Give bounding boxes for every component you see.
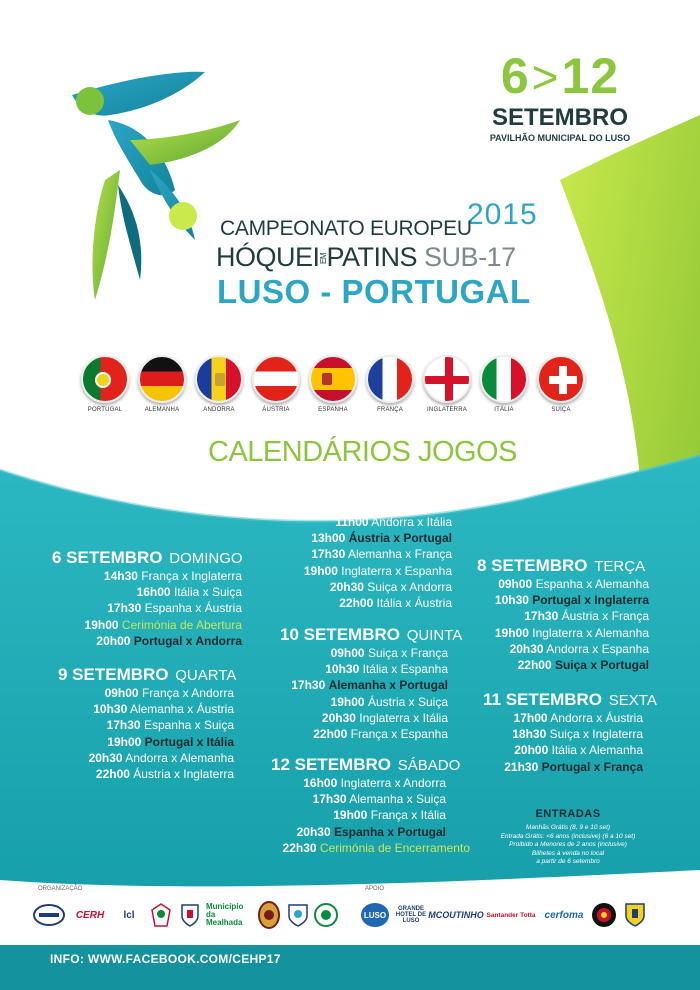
- game-row: 22h00 Áustria x Inglaterra: [95, 767, 234, 782]
- portugal-flag-icon: [81, 355, 129, 403]
- mcoutinho-logo: MCOUTINHO: [428, 910, 484, 920]
- game-row: 19h00 Portugal x Itália: [107, 734, 234, 749]
- flag-spain: [303, 355, 363, 413]
- game-row: 22h30 Cerimónia de Encerramento: [282, 840, 470, 855]
- title-line-1: CAMPEONATO EUROPEU: [220, 217, 472, 240]
- date-range: [470, 50, 650, 103]
- game-row: 09h00 Suiça x França: [330, 646, 448, 660]
- sponsors-band: [20, 886, 680, 941]
- day-10-setembro: [280, 625, 463, 742]
- flag-label-andorra: ANDORRA: [203, 407, 235, 413]
- day-heading: 7 SETEMBRO SEGUNDA: [270, 494, 462, 513]
- game-row: 19h00 Inglaterra x Alemanha: [494, 625, 649, 640]
- calendar-title: CALENDÁRIOS JOGOS: [208, 436, 517, 468]
- title-year: 2015: [467, 198, 538, 231]
- title-category: SUB-17: [424, 242, 516, 272]
- game-row: 20h30 Suiça x Andorra: [329, 579, 452, 594]
- france-flag-icon: [366, 355, 414, 403]
- game-row: 22h00 Suiça x Portugal: [517, 658, 649, 673]
- flag-italy: [474, 355, 534, 413]
- day-heading: 6 SETEMBRO DOMINGO: [52, 548, 243, 567]
- title-location: LUSO - PORTUGAL: [217, 273, 531, 310]
- day-9-setembro: [58, 665, 237, 782]
- title-sport-b: PATINS: [326, 242, 418, 272]
- andorra-flag-icon: [195, 355, 243, 403]
- game-row: 19h00 Cerimónia de Abertura: [84, 617, 242, 632]
- santander-totta-logo: Santander Totta: [486, 911, 536, 919]
- cerfoma-logo: cerfoma: [544, 909, 584, 921]
- game-row: 17h30 Espanha x Áustria: [107, 601, 242, 616]
- flag-label-austria: ÁUSTRIA: [262, 407, 290, 413]
- flag-switzerland: [531, 355, 591, 413]
- game-row: 22h00 Itália x Áustria: [339, 596, 452, 611]
- organizacao-label: ORGANIZAÇÃO: [38, 886, 83, 892]
- entry-line: a partir de 6 setembro: [536, 858, 600, 865]
- game-row: 20h00 Portugal x Andorra: [96, 633, 242, 648]
- flag-austria: [246, 355, 306, 413]
- svg-text:LUSO: LUSO: [363, 911, 387, 920]
- flag-label-italy: ITÁLIA: [494, 407, 514, 413]
- fire-brigade-logo: [590, 900, 618, 930]
- luso-logo: [360, 900, 390, 930]
- italy-flag-icon: [480, 355, 528, 403]
- info-label: INFO:: [50, 952, 85, 966]
- game-row: 21h30 Portugal x França: [504, 759, 643, 774]
- entry-line: Proibido a Menores de 2 anos (inclusive): [509, 841, 627, 848]
- grande-hotel-luso-logo: GRANDE HOTEL DE LUSO: [395, 906, 427, 924]
- flag-label-england: INGLATERRA: [427, 407, 467, 413]
- flag-label-germany: ALEMANHA: [144, 407, 180, 413]
- parish-crest-logo: [622, 900, 648, 930]
- venue: PAVILHÃO MUNICIPAL DO LUSO: [489, 133, 631, 143]
- municipio-mealhada-logo: Município da Mealhada: [206, 902, 244, 927]
- game-row: 19h00 Áustria x Suiça: [330, 694, 448, 709]
- fpp-logo: [32, 900, 66, 930]
- game-row: 17h30 Espanha x Suiça: [106, 718, 234, 733]
- seal-logo-1: [256, 900, 282, 930]
- game-row: 19h00 França x Itália: [333, 808, 446, 823]
- flag-germany: [132, 355, 192, 413]
- day-heading: 10 SETEMBRO QUINTA: [280, 625, 463, 644]
- date-start: 6: [500, 48, 530, 104]
- game-row: 11h00 Andorra x Itália: [335, 515, 452, 529]
- switzerland-flag-icon: [537, 355, 585, 403]
- event-date-block: [470, 50, 650, 143]
- date-end: 12: [561, 48, 620, 104]
- game-row: 14h30 França x Inglaterra: [103, 569, 242, 583]
- day-heading: 8 SETEMBRO TERÇA: [477, 556, 646, 575]
- game-row: 18h30 Suiça x Inglaterra: [512, 727, 643, 742]
- entry-line: Bilhetes à venda no local: [531, 849, 605, 857]
- facebook-url[interactable]: WWW.FACEBOOK.COM/CEHP17: [87, 952, 281, 966]
- day-7-setembro: [270, 494, 462, 611]
- game-row: 09h00 França x Andorra: [104, 686, 234, 700]
- cerh-logo: CERH: [75, 909, 105, 921]
- title-em: EM: [318, 253, 328, 265]
- game-row: 19h00 Inglaterra x Espanha: [303, 563, 452, 578]
- game-row: 10h30 Itália x Espanha: [325, 662, 448, 677]
- flag-france: [360, 355, 420, 413]
- game-row: 13h00 Áustria x Portugal: [311, 531, 452, 546]
- game-row: 20h30 Espanha x Portugal: [296, 824, 446, 839]
- entry-line: Manhãs Grátis (8, 9 e 10 set): [525, 824, 611, 831]
- game-row: 17h30 Alemanha x Portugal: [291, 678, 448, 693]
- game-row: 20h30 Andorra x Alemanha: [88, 750, 234, 765]
- title-sport: HÓQUEI: [216, 242, 320, 272]
- player-figure-logo: [72, 72, 240, 300]
- game-row: 17h30 Alemanha x França: [311, 547, 452, 562]
- title-line-2: [216, 242, 516, 273]
- day-12-setembro: [255, 755, 470, 856]
- entry-line: Entrada Grátis: <6 anos (inclusive) (6 a 10 set): [500, 832, 636, 840]
- austria-flag-icon: [252, 355, 300, 403]
- game-row: 17h00 Andorra x Áustria: [513, 711, 643, 725]
- game-row: 17h30 Alemanha x Suiça: [312, 792, 446, 807]
- game-row: 09h00 Espanha x Alemanha: [498, 577, 649, 591]
- day-heading: 11 SETEMBRO SEXTA: [483, 690, 657, 709]
- country-flags: [75, 355, 605, 420]
- day-6-setembro: [52, 548, 242, 649]
- day-heading: 9 SETEMBRO QUARTA: [58, 665, 237, 684]
- flag-portugal: [75, 355, 135, 413]
- game-row: 17h30 Áustria x França: [524, 609, 649, 624]
- seal-logo-2: [286, 900, 310, 930]
- spain-flag-icon: [309, 355, 357, 403]
- info-footer: [50, 952, 281, 966]
- game-row: 16h00 Itália x Suiça: [136, 585, 242, 600]
- day-8-setembro: [477, 556, 649, 673]
- game-row: 22h00 França x Espanha: [313, 727, 448, 742]
- flag-england: [417, 355, 477, 413]
- game-row: 10h30 Portugal x Inglaterra: [494, 593, 649, 608]
- patinagem-logo: [148, 900, 174, 930]
- apoio-label: APOIO: [365, 886, 385, 892]
- entry-title: ENTRADAS: [535, 808, 601, 820]
- day-heading: 12 SETEMBRO SÁBADO: [271, 755, 461, 774]
- flag-andorra: [189, 355, 249, 413]
- lcl-logo: lcl: [123, 909, 135, 921]
- flag-label-portugal: PORTUGAL: [87, 407, 123, 413]
- flag-label-switzerland: SUIÇA: [551, 407, 571, 413]
- entry-info: [487, 808, 649, 867]
- day-11-setembro: [483, 690, 657, 775]
- flag-label-france: FRANÇA: [377, 407, 403, 413]
- game-row: 16h00 Inglaterra x Andorra: [303, 776, 446, 790]
- date-separator: >: [531, 51, 560, 103]
- game-row: 20h30 Andorra x Espanha: [509, 641, 649, 656]
- date-month: SETEMBRO: [491, 104, 628, 131]
- england-flag-icon: [423, 355, 471, 403]
- game-row: 20h30 Inglaterra x Itália: [321, 710, 448, 725]
- game-row: 10h30 Alemanha x Áustria: [93, 702, 234, 717]
- flag-label-spain: ESPANHA: [318, 407, 348, 413]
- germany-flag-icon: [138, 355, 186, 403]
- crest-logo: [178, 900, 202, 930]
- game-row: 20h00 Itália x Alemanha: [514, 743, 643, 758]
- seal-logo-3: [314, 900, 338, 930]
